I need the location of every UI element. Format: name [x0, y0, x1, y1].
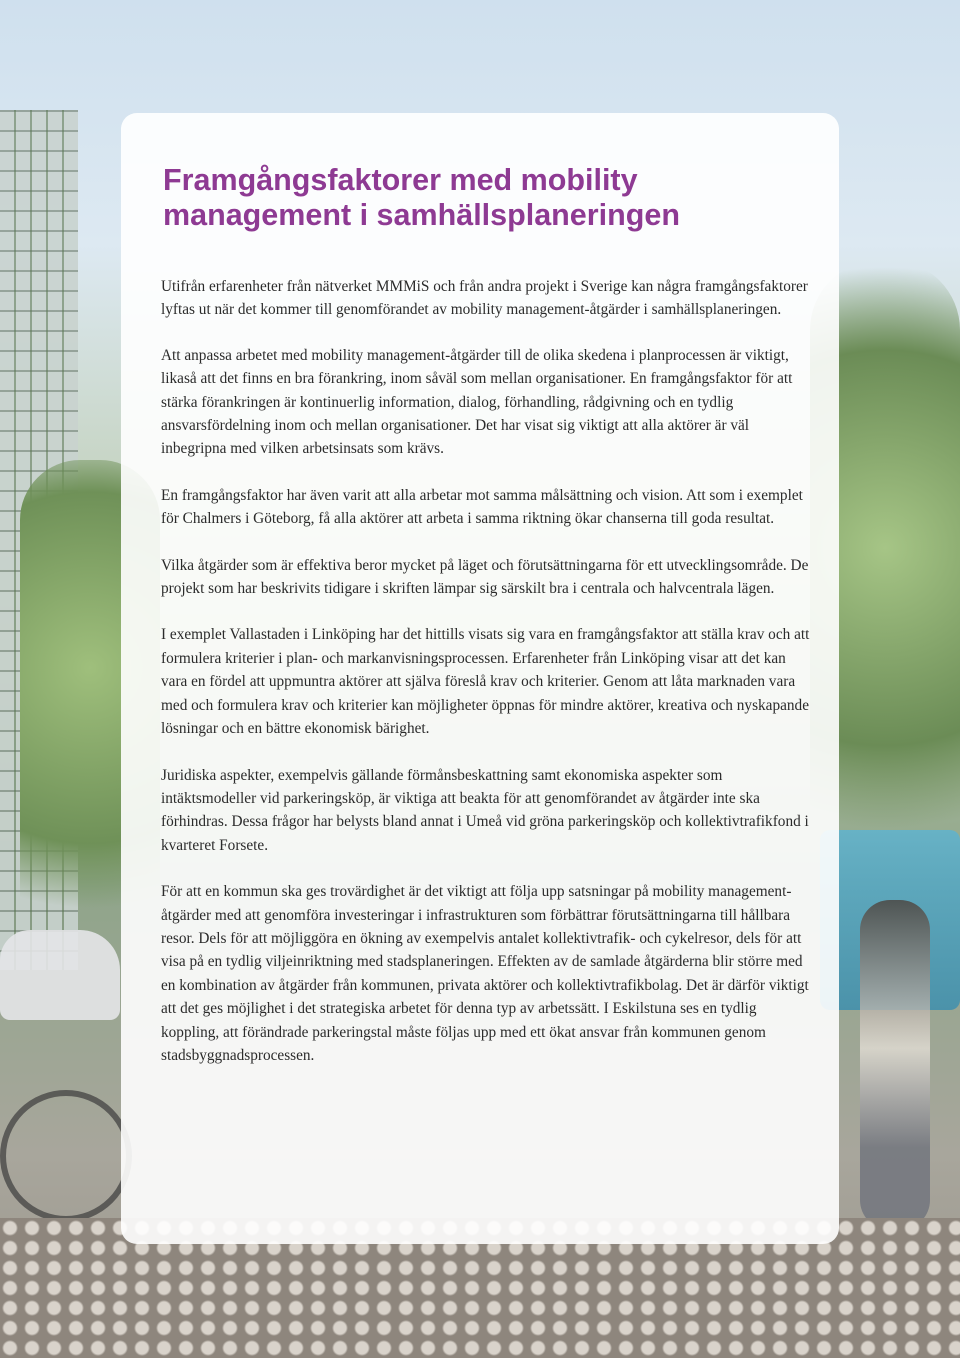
background-car [0, 930, 120, 1020]
body-paragraph: För att en kommun ska ges trovärdighet är det viktigt att följa upp satsningar på mobility management-åtgärder med att genomföra investeringar i infrastrukturen som förbättrar förutsättningarna till hållbara resor. Dels för att möjliggöra en ökning av exempelvis antalet kollektivtrafik- och cykelresor, dels för att visa på en tydlig viljeinriktning med stadsplaneringen. Effekten av de samlade åtgärderna blir större med en kombination av åtgärder från kommunen, privata aktörer och kollektivtrafikbolag. Det är därför viktigt att det ges möjlighet i det strategiska arbetet för denna typ av arbetssätt. I Eskilstuna ses en tydlig koppling, att förändrade parkeringstal måste följas upp med ett ökat ansvar från kommunen genom stadsbyggnadsprocessen. [161, 883, 809, 1064]
body-paragraph: Juridiska aspekter, exempelvis gällande förmånsbeskattning samt ekonomiska aspekter som intäktsmodeller vid parkeringsköp, är viktiga att beakta för att genomförandet av åtgärder inte ska förhindras. Dessa frågor har belysts bland annat i Umeå vid gröna parkeringsköp och kollektivtrafikfond i kvarteret Forsete. [161, 766, 809, 854]
body-paragraph: Vilka åtgärder som är effektiva beror mycket på läget och förutsättningarna för ett utvecklingsområde. De projekt som har beskrivits tidigare i skriften lämpar sig särskilt bra i centrala och halvcentrala lägen. [161, 556, 809, 598]
body-paragraph: I exemplet Vallastaden i Linköping har det hittills visats sig vara en framgångsfaktor att ställa krav och att formulera kriterier i plan- och markanvisningsprocessen. Erfarenheter från Linköping visar att det kan vara en fördel att uppmuntra aktörer att själva föreslå krav och kriterier. Genom att låta marknaden vara med och formulera krav och kriterier kan möjligheter öppnas för mindre aktörer, kreativa och nyskapande lösningar och en bättre ekonomisk bärighet. [161, 626, 810, 738]
background-person [860, 900, 930, 1230]
page-title [163, 163, 783, 233]
page-title-line1: Framgångsfaktorer med mobility [163, 163, 638, 197]
body-paragraph: Att anpassa arbetet med mobility management-åtgärder till de olika skedena i planprocessen är viktigt, likaså att det finns en bra förankring, inom såväl som mellan organisationer. En framgångsfaktor för att stärka förankringen är kontinuerlig information, dialog, förhandling, rådgivning och en tydlig ansvarsfördelning inom och mellan organisationer. Det har visat sig viktigt att alla aktörer är väl inbegripna med vilken arbetsinsats som krävs. [161, 346, 793, 458]
body-paragraph: En framgångsfaktor har även varit att alla arbetar mot samma målsättning och vision. Att som i exemplet för Chalmers i Göteborg, få alla aktörer att arbeta i samma riktning ökar chanserna till goda resultat. [161, 486, 803, 528]
text-panel [121, 113, 839, 1244]
page-title-line2: management i samhällsplaneringen [163, 198, 680, 232]
background-bicycle-wheel [0, 1090, 132, 1222]
intro-paragraph: Utifrån erfarenheter från nätverket MMMiS och från andra projekt i Sverige kan några framgångsfaktorer lyftas ut när det kommer till genomförandet av mobility management-åtgärder i samhällsplaneringen. [161, 278, 808, 319]
